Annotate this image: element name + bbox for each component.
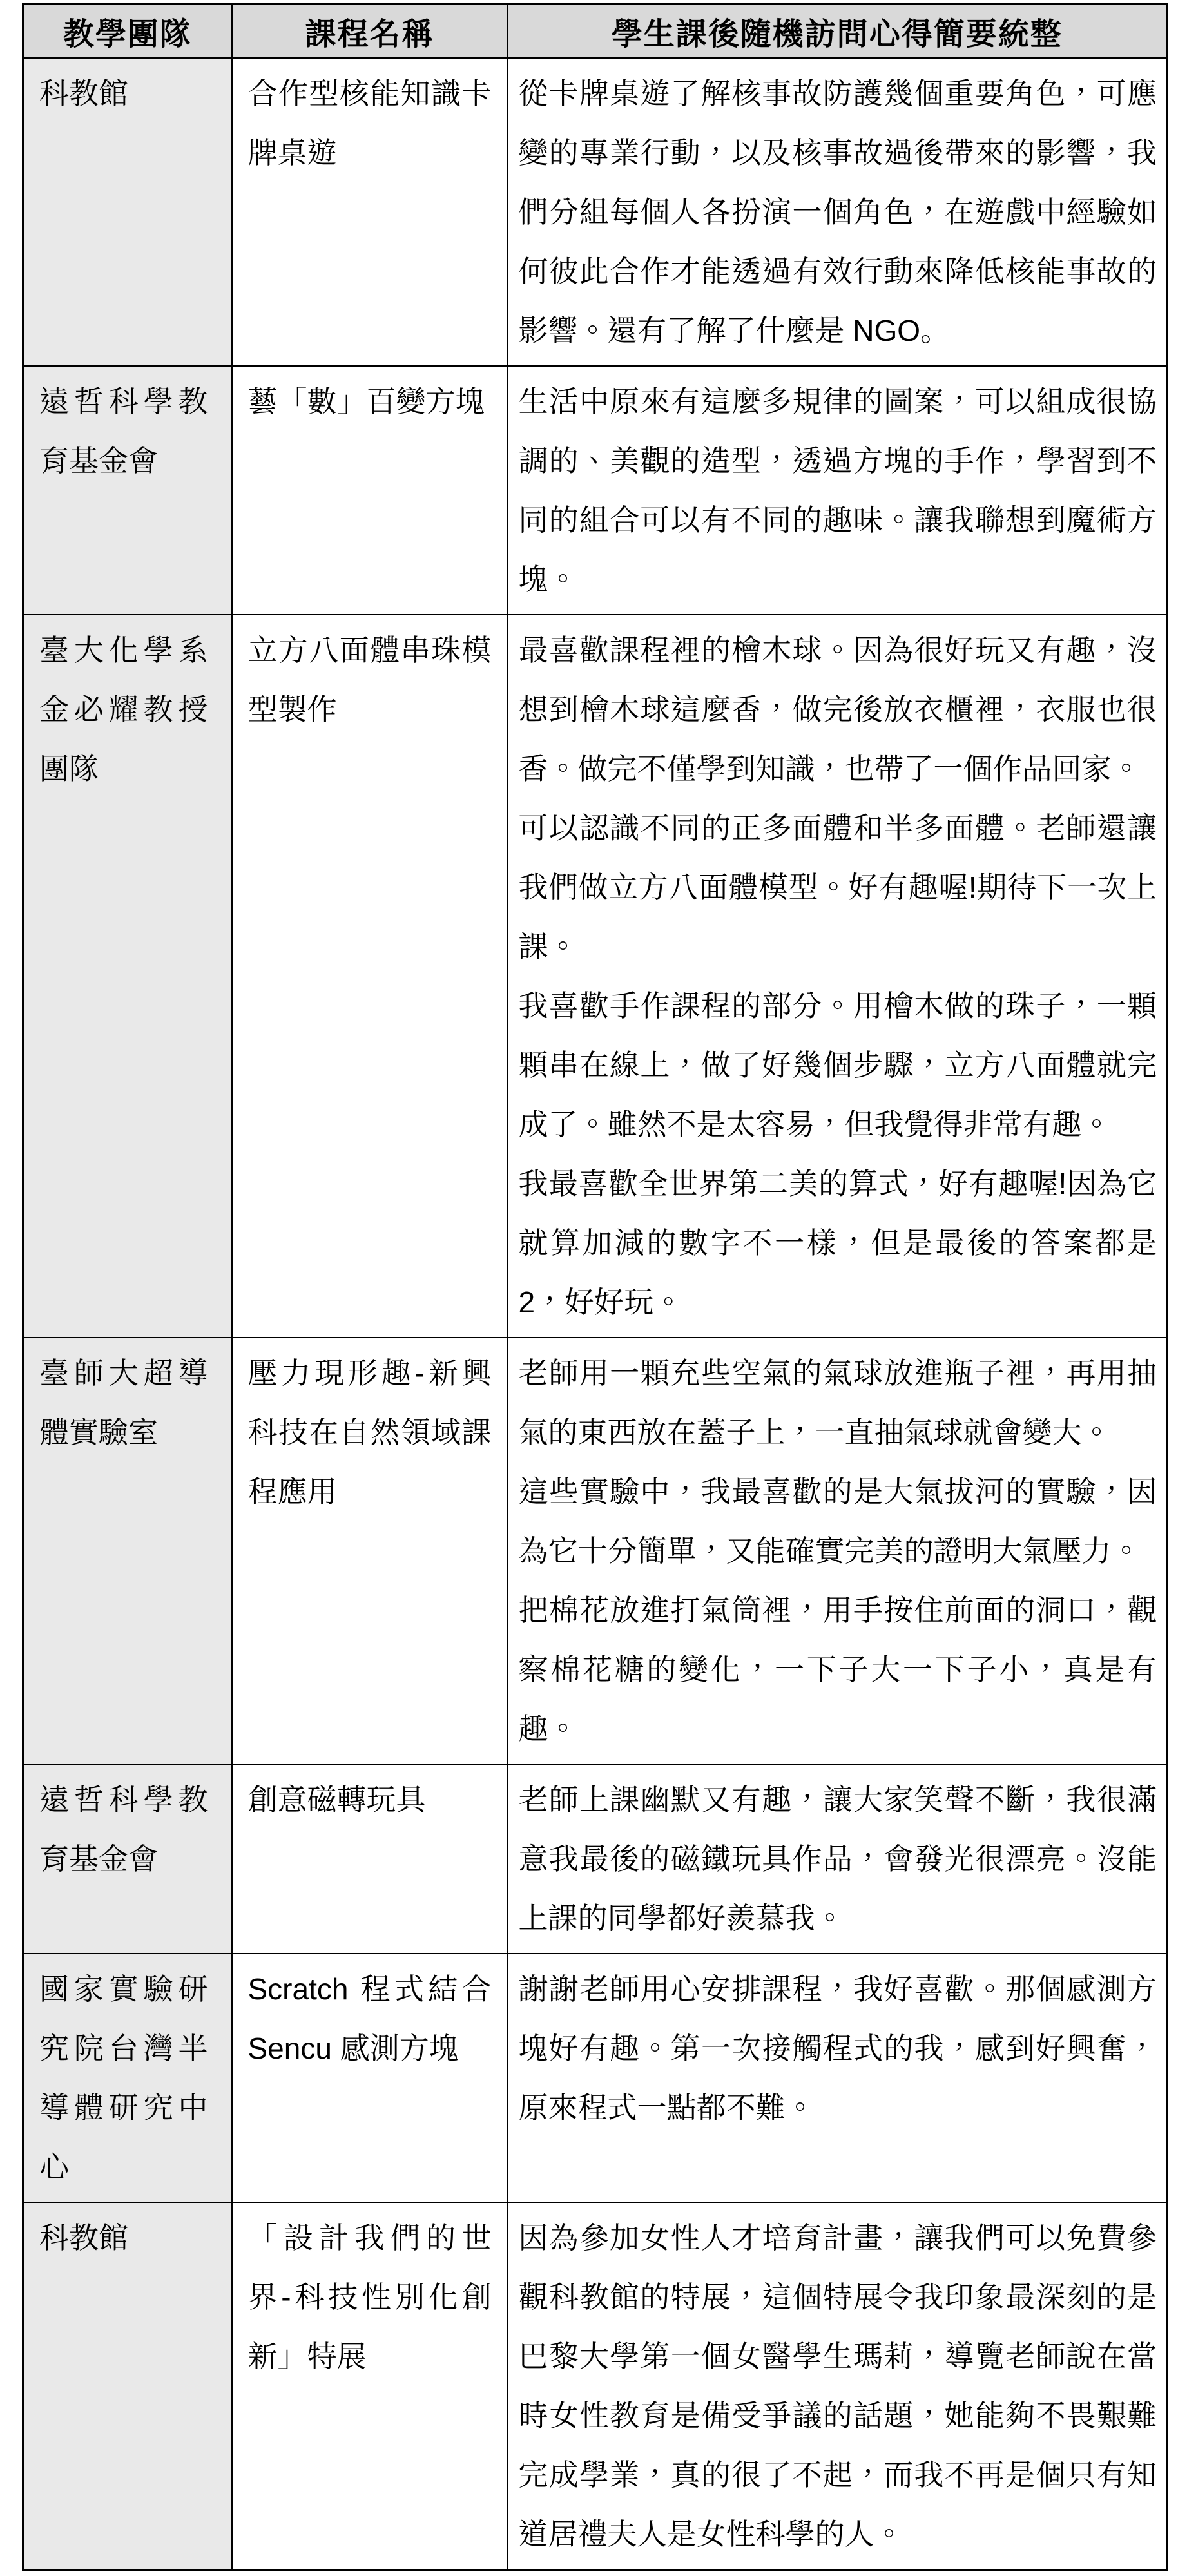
team-cell: 國家實驗研究院台灣半導體研究中心 — [23, 1954, 232, 2202]
feedback-paragraph: 謝謝老師用心安排課程，我好喜歡。那個感測方塊好有趣。第一次接觸程式的我，感到好興奮，原來程式一點都不難。 — [518, 1972, 1157, 2124]
course-feedback-table — [22, 3, 1168, 2571]
feedback-paragraph: 把棉花放進打氣筒裡，用手按住前面的洞口，觀察棉花糖的變化，一下子大一下子小，真是有趣。 — [518, 1593, 1157, 1745]
header-feedback: 學生課後隨機訪問心得簡要統整 — [508, 5, 1167, 58]
feedback-cell — [508, 366, 1167, 615]
team-cell: 臺大化學系金必耀教授團隊 — [23, 615, 232, 1338]
table-row-4 — [23, 1338, 1167, 1764]
feedback-cell — [508, 1954, 1167, 2202]
table-body — [23, 58, 1167, 2570]
table-header — [23, 5, 1167, 58]
course-cell: 壓力現形趣-新興科技在自然領域課程應用 — [232, 1338, 508, 1764]
course-cell: 創意磁轉玩具 — [232, 1764, 508, 1954]
feedback-paragraph: 我最喜歡全世界第二美的算式，好有趣喔!因為它就算加減的數字不一樣，但是最後的答案都是 2，好好玩。 — [518, 1167, 1157, 1319]
header-row — [23, 5, 1167, 58]
course-cell: 「設計我們的世界-科技性別化創新」特展 — [232, 2202, 508, 2570]
feedback-cell — [508, 1338, 1167, 1764]
header-team: 教學團隊 — [23, 5, 232, 58]
team-cell: 科教館 — [23, 58, 232, 367]
table-row-3 — [23, 615, 1167, 1338]
feedback-paragraph: 因為參加女性人才培育計畫，讓我們可以免費參觀科教館的特展，這個特展令我印象最深刻的是巴黎大學第一個女醫學生瑪莉，導覽老師說在當時女性教育是備受爭議的話題，她能夠不畏艱難完成學業，真的很了不起，而我不再是個只有知道居禮夫人是女性科學的人。 — [518, 2221, 1157, 2551]
course-cell: 藝「數」百變方塊 — [232, 366, 508, 615]
team-cell: 遠哲科學教育基金會 — [23, 1764, 232, 1954]
team-cell: 遠哲科學教育基金會 — [23, 366, 232, 615]
feedback-paragraph: 生活中原來有這麼多規律的圖案，可以組成很協調的、美觀的造型，透過方塊的手作，學習到不同的組合可以有不同的趣味。讓我聯想到魔術方塊。 — [518, 385, 1157, 596]
feedback-cell — [508, 58, 1167, 367]
feedback-cell — [508, 2202, 1167, 2570]
table-row-1 — [23, 58, 1167, 367]
feedback-paragraph: 最喜歡課程裡的檜木球。因為很好玩又有趣，沒想到檜木球這麼香，做完後放衣櫃裡，衣服也很香。做完不僅學到知識，也帶了一個作品回家。 — [518, 633, 1157, 785]
course-cell: 立方八面體串珠模型製作 — [232, 615, 508, 1338]
feedback-cell — [508, 615, 1167, 1338]
course-cell: 合作型核能知識卡牌桌遊 — [232, 58, 508, 367]
course-cell: Scratch 程式結合 Sencu 感測方塊 — [232, 1954, 508, 2202]
table-row-2 — [23, 366, 1167, 615]
feedback-paragraph: 可以認識不同的正多面體和半多面體。老師還讓我們做立方八面體模型。好有趣喔!期待下一次上課。 — [518, 811, 1157, 963]
feedback-paragraph: 老師用一顆充些空氣的氣球放進瓶子裡，再用抽氣的東西放在蓋子上，一直抽氣球就會變大。 — [518, 1356, 1157, 1449]
feedback-paragraph: 從卡牌桌遊了解核事故防護幾個重要角色，可應變的專業行動，以及核事故過後帶來的影響，我們分組每個人各扮演一個角色，在遊戲中經驗如何彼此合作才能透過有效行動來降低核能事故的影響。還有了解了什麼是 NGO。 — [518, 77, 1157, 347]
feedback-paragraph: 這些實驗中，我最喜歡的是大氣拔河的實驗，因為它十分簡單，又能確實完美的證明大氣壓力。 — [518, 1475, 1157, 1568]
feedback-paragraph: 老師上課幽默又有趣，讓大家笑聲不斷，我很滿意我最後的磁鐵玩具作品，會發光很漂亮。沒能上課的同學都好羨慕我。 — [518, 1783, 1157, 1935]
table-row-7 — [23, 2202, 1167, 2570]
team-cell: 科教館 — [23, 2202, 232, 2570]
table-row-6 — [23, 1954, 1167, 2202]
header-course: 課程名稱 — [232, 5, 508, 58]
table-row-5 — [23, 1764, 1167, 1954]
feedback-paragraph: 我喜歡手作課程的部分。用檜木做的珠子，一顆顆串在線上，做了好幾個步驟，立方八面體就完成了。雖然不是太容易，但我覺得非常有趣。 — [518, 989, 1157, 1141]
feedback-cell — [508, 1764, 1167, 1954]
team-cell: 臺師大超導體實驗室 — [23, 1338, 232, 1764]
